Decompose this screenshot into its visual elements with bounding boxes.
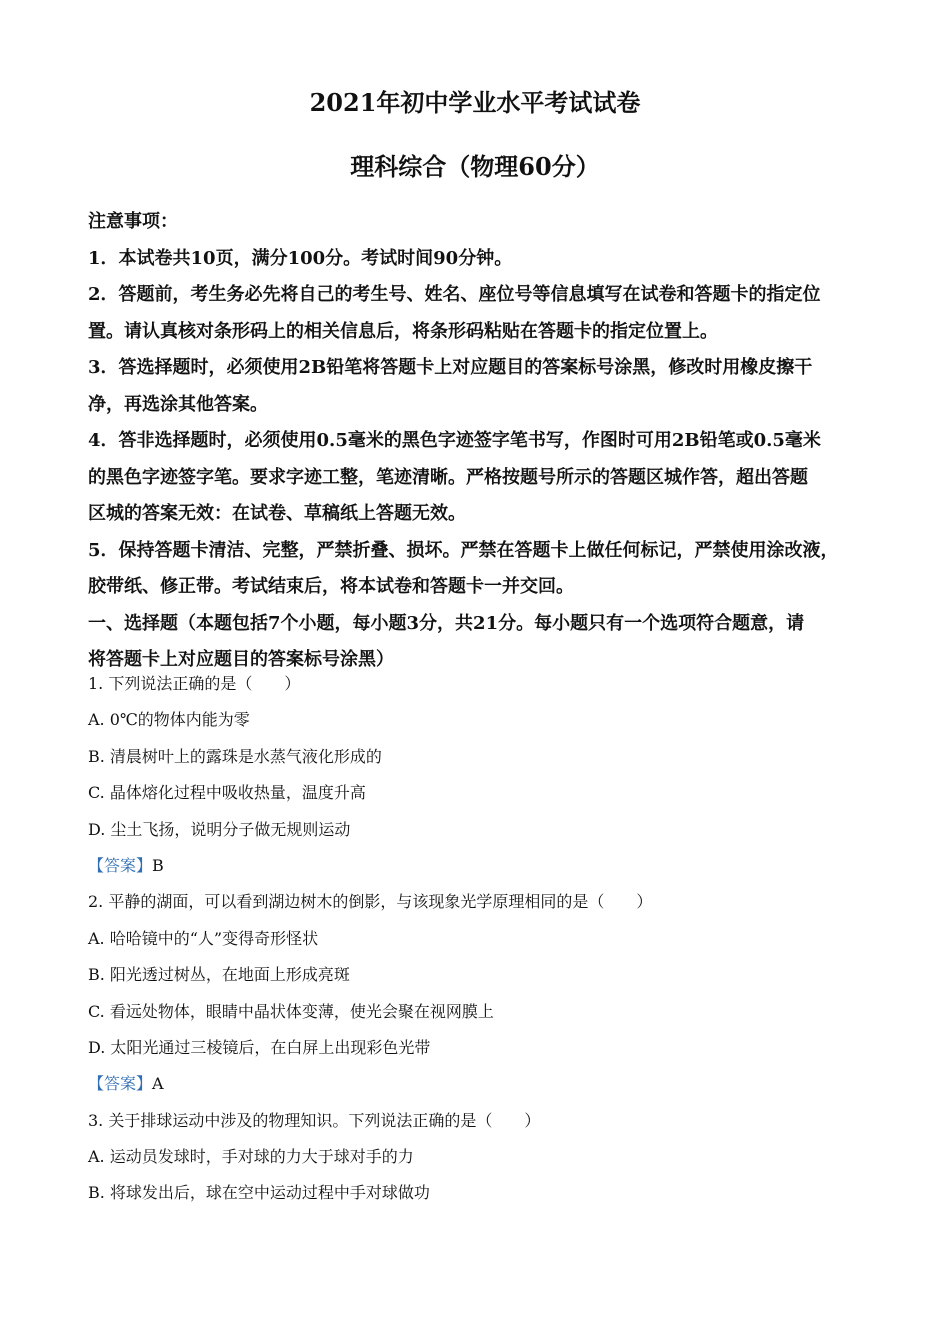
question-option: A. 0℃的物体内能为零 — [88, 710, 250, 730]
notice-line: 的黑色字迹签字笔。要求字迹工整，笔迹清晰。严格按题号所示的答题区城作答，超出答题 — [88, 466, 808, 488]
notice-section — [88, 204, 878, 679]
answer-value: B — [152, 855, 164, 875]
question-option: D. 太阳光通过三棱镜后，在白屏上出现彩色光带 — [88, 1037, 431, 1057]
notice-line: 3．答选择题时，必须使用2B铅笔将答题卡上对应题目的答案标号涂黑，修改时用橡皮擦干 — [88, 357, 813, 378]
notice-line: 区城的答案无效：在试卷、草稿纸上答题无效。 — [88, 503, 466, 524]
question-option: C. 晶体熔化过程中吸收热量，温度升高 — [88, 783, 366, 803]
exam-title: 2021年初中学业水平考试试卷 — [309, 88, 641, 117]
answer-tag: 【答案】 — [88, 1074, 153, 1094]
section-heading-line: 一、选择题（本题包括7个小题，每小题3分，共21分。每小题只有一个选项符合题意，请 — [88, 612, 805, 634]
notice-line: 2．答题前，考生务必先将自己的考生号、姓名、座位号等信息填写在试卷和答题卡的指定位 — [88, 284, 821, 305]
question-option: B. 阳光透过树丛，在地面上形成亮斑 — [88, 965, 350, 985]
question-option: A. 哈哈镜中的“人”变得奇形怪状 — [88, 928, 319, 948]
question-option: C. 看远处物体，眼睛中晶状体变薄，使光会聚在视网膜上 — [88, 1001, 494, 1021]
notice-line: 净，再选涂其他答案。 — [88, 393, 268, 415]
notice-heading: 注意事项： — [88, 211, 178, 232]
question-stem: 1. 下列说法正确的是（ ） — [88, 674, 301, 693]
answer-value: A — [152, 1074, 164, 1094]
answer-line — [88, 848, 878, 884]
question-option: A. 运动员发球时，手对球的力大于球对手的力 — [88, 1147, 414, 1167]
question-stem: 3. 关于排球运动中涉及的物理知识。下列说法正确的是（ ） — [88, 1110, 541, 1130]
section-heading-line: 将答题卡上对应题目的答案标号涂黑） — [88, 649, 394, 670]
answer-line — [88, 1066, 878, 1102]
notice-line: 胶带纸、修正带。考试结束后，将本试卷和答题卡一并交回。 — [88, 576, 574, 597]
question-option: D. 尘土飞扬，说明分子做无规则运动 — [88, 819, 351, 839]
question-option: B. 清晨树叶上的露珠是水蒸气液化形成的 — [88, 746, 382, 766]
notice-line: 5．保持答题卡清洁、完整，严禁折叠、损坏。严禁在答题卡上做任何标记，严禁使用涂改液， — [88, 539, 839, 561]
notice-line: 置。请认真核对条形码上的相关信息后，将条形码粘贴在答题卡的指定位置上。 — [88, 320, 718, 342]
question-option: B. 将球发出后，球在空中运动过程中手对球做功 — [88, 1183, 430, 1203]
answer-tag: 【答案】 — [88, 855, 153, 875]
notice-line: 4．答非选择题时，必须使用0.5毫米的黑色字迹签字笔书写，作图时可用2B铅笔或0.5毫米 — [88, 430, 821, 451]
notice-line: 1．本试卷共10页，满分100分。考试时间90分钟。 — [88, 247, 513, 269]
question-stem: 2. 平静的湖面，可以看到湖边树木的倒影，与该现象光学原理相同的是（ ） — [88, 892, 653, 912]
questions-section — [88, 666, 878, 1212]
exam-subtitle: 理科综合（物理60分） — [350, 152, 600, 181]
